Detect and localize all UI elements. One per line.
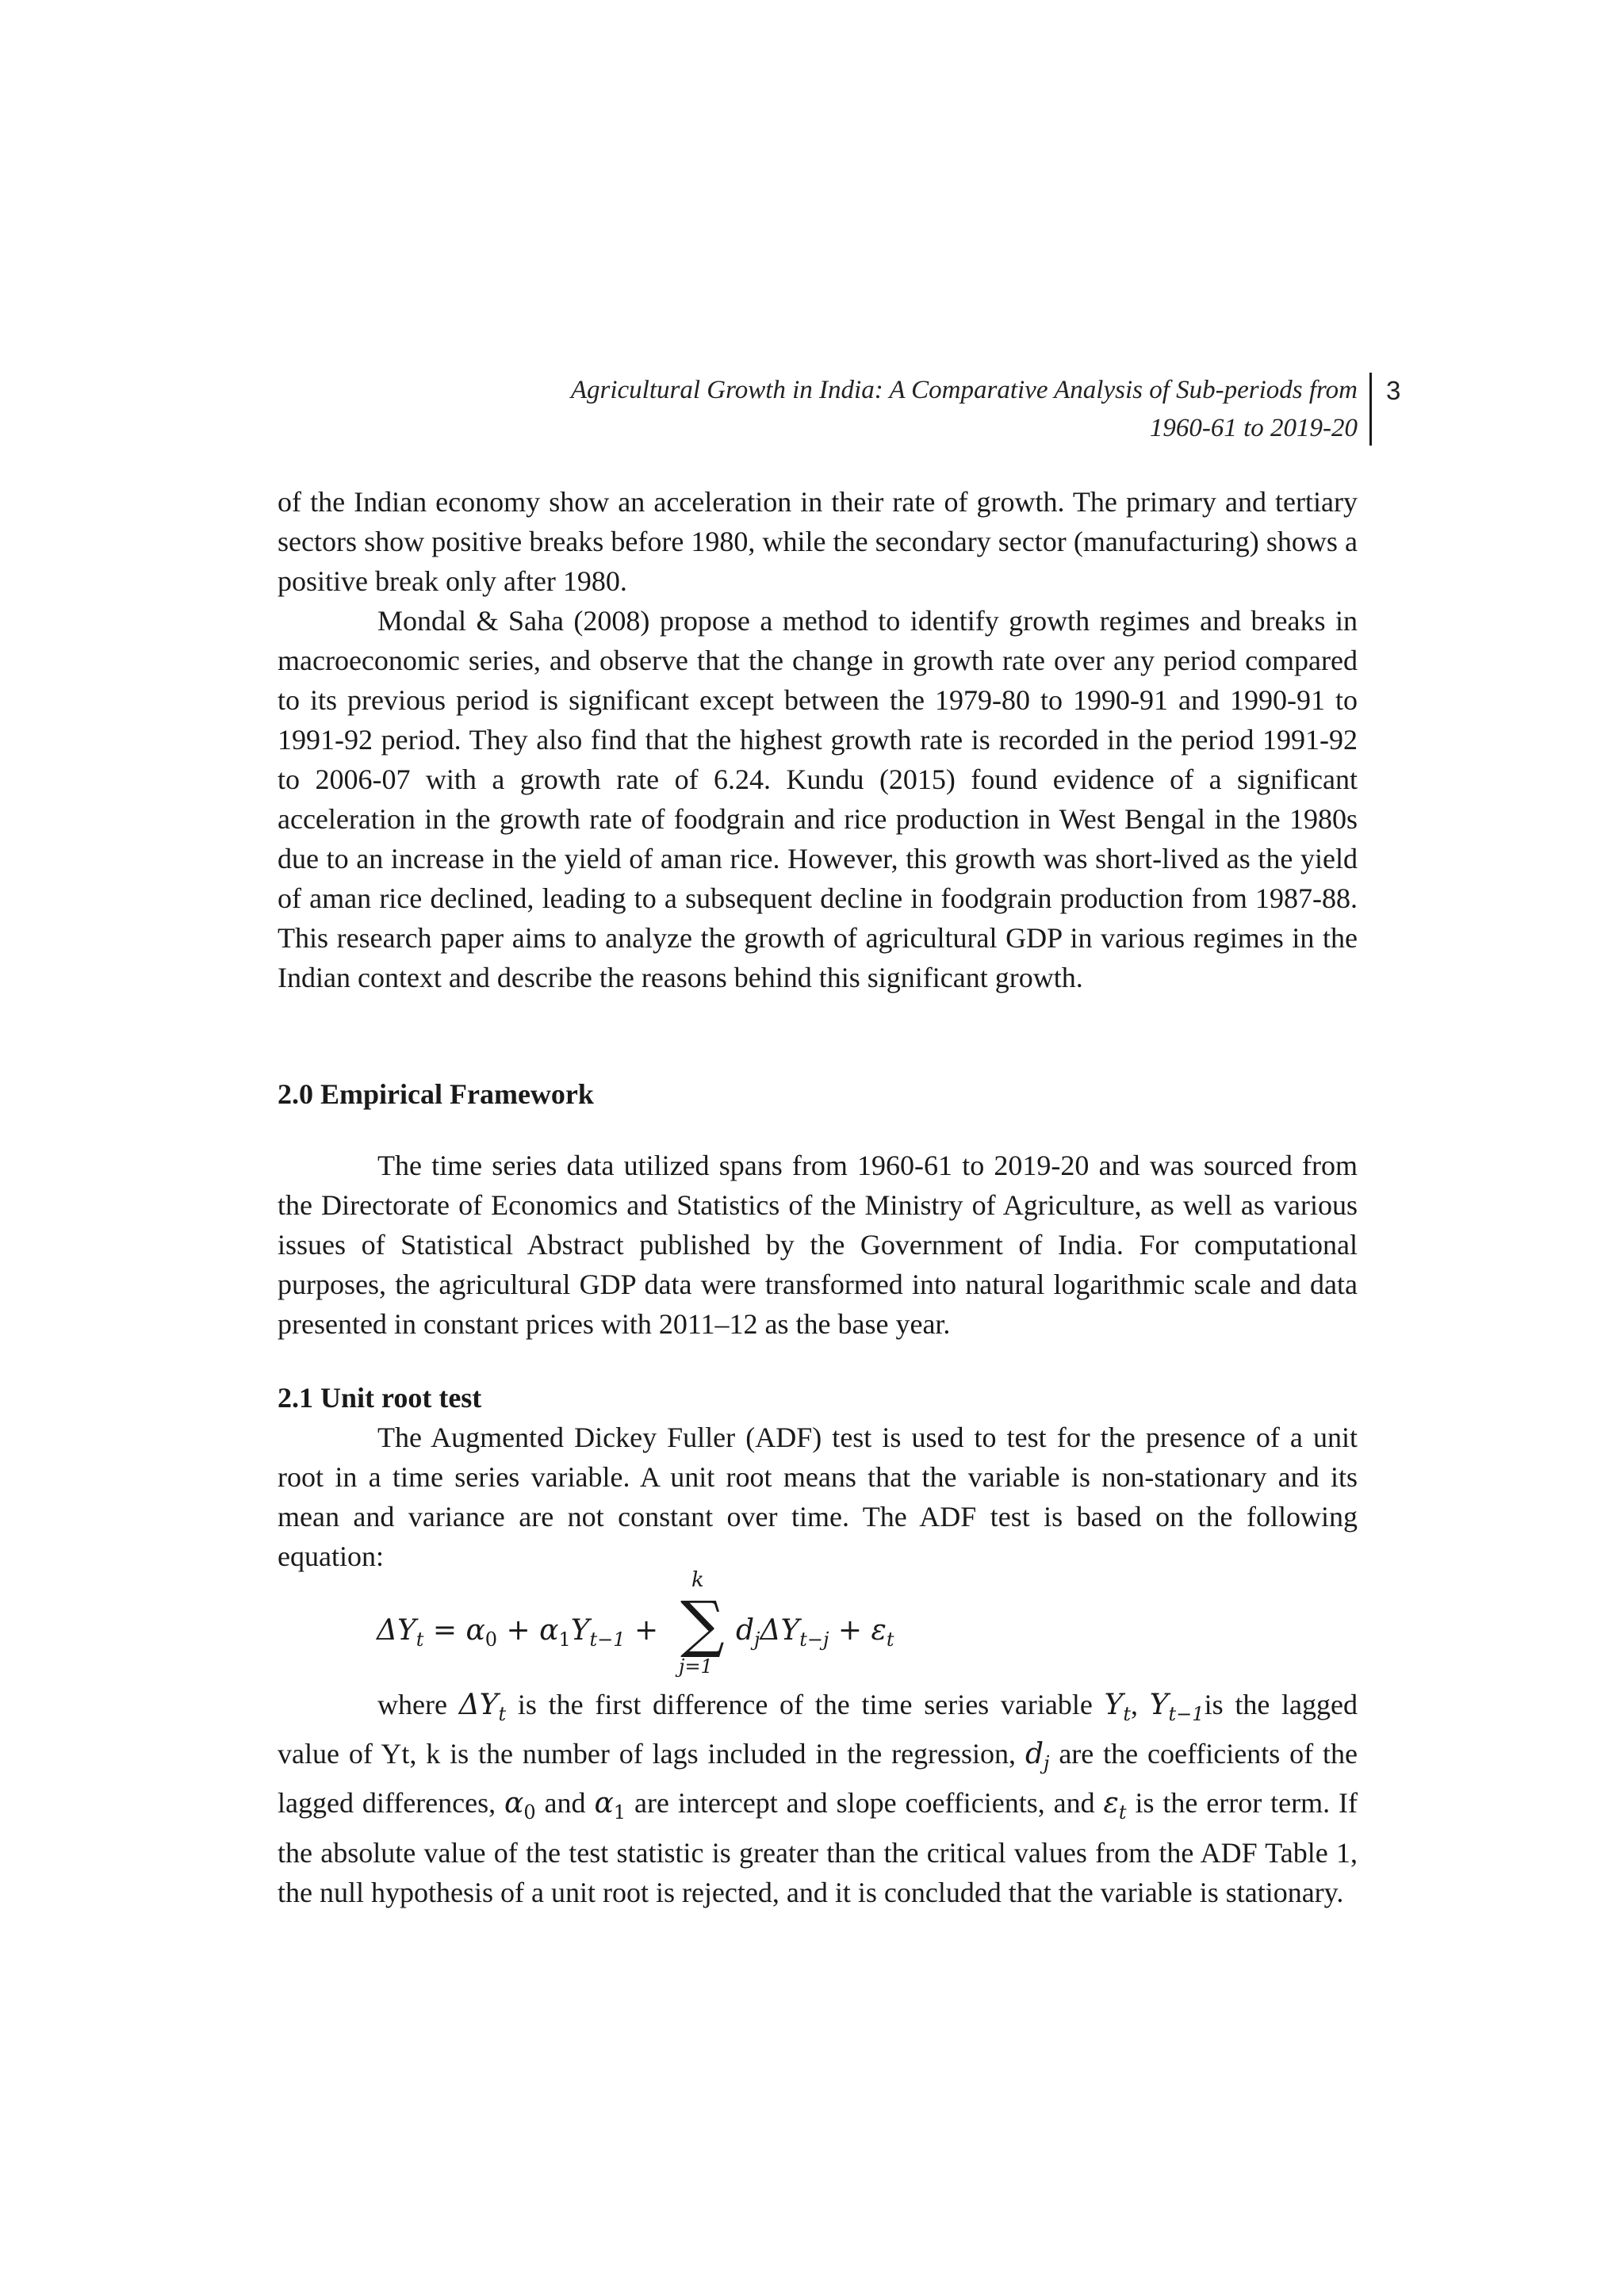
paragraph-3: The time series data utilized spans from 1960-61 to 2019-20 and was sourced from the Directorate of Economics and Statistics of the Ministry of Agriculture, as well as various issues of Statistical Abstract published by the Government of India. For computational purposes, the agricultural GDP data were transformed into natural logarithmic scale and data presented in constant prices with 2011–12 as the base year. — [278, 1150, 1358, 1340]
running-title-line-2: 1960-61 to 2019-20 — [1149, 414, 1358, 442]
equation-lhs: $\Delta Y_t = \alpha_0 + \alpha_1Y_{t-1}$ + — [377, 1614, 659, 1651]
paragraph-4: The Augmented Dickey Fuller (ADF) test is used to test for the presence of a unit root in a time series variable. A unit root means that the variable is non-stationary and its mean and variance are not constant over time. The ADF test is based on the following equation: — [278, 1422, 1358, 1572]
paragraph-2: Mondal & Saha (2008) propose a method to identify growth regimes and breaks in macroeconomic series, and observe that the change in growth rate over any period compared to its previous period is significant except between the 1979-80 to 1990-91 and 1990-91 to 1991-92 period. They also find that the highest growth rate is recorded in the period 1991-92 to 2006-07 with a growth rate of 6.24. Kundu (2015) found evidence of a significant acceleration in the growth rate of foodgrain and rice production in West Bengal in the 1980s due to an increase in the yield of aman rice. However, this growth was short-lived as the yield of aman rice declined, leading to a subsequent decline in foodgrain production from 1987-88. This research paper aims to analyze the growth of agricultural GDP in various regimes in the Indian context and describe the reasons behind this significant growth. — [278, 605, 1358, 993]
section-heading-empirical-framework: 2.0 Empirical Framework — [278, 1078, 594, 1110]
header-divider — [1369, 373, 1372, 446]
summation-lower-limit: j=1 — [679, 1655, 713, 1678]
summation-symbol: ∑ — [680, 1589, 725, 1660]
summation-upper-limit: k — [691, 1568, 704, 1592]
page-number: 3 — [1386, 376, 1401, 405]
running-title-line-1: Agricultural Growth in India: A Comparative Analysis of Sub-periods from — [570, 376, 1358, 404]
paragraph-5: where $\Delta Y_t$ is the first difference of the time series variable $Y_t$, $Y_{t-1}is$ the lagged value of Yt, k is the number of lags included in the regression, $d_j$ are the coefficients of the lagged differences, $\alpha_0$ and $\alpha_1$ are intercept and slope coefficients, and $\varepsilon_t$ is the error term. If the absolute value of the test statistic is greater than the critical values from the ADF Table 1, the null hypothesis of a unit root is rejected, and it is concluded that the variable is stationary. — [278, 1689, 1358, 1908]
equation-rhs: $d_j\Delta Y_{t-j} + \varepsilon_t$ — [736, 1614, 894, 1651]
section-heading-unit-root-test: 2.1 Unit root test — [278, 1382, 482, 1414]
body-section-3 — [278, 1685, 1358, 1912]
section-2-0 — [278, 1074, 1358, 1114]
section-2-1 — [278, 1378, 1358, 1576]
running-header — [278, 371, 1358, 447]
body-section-2 — [278, 1146, 1358, 1344]
adf-equation — [377, 1568, 1090, 1692]
body-section-1 — [278, 482, 1358, 997]
paragraph-1: of the Indian economy show an acceleration in their rate of growth. The primary and tertiary sectors show positive breaks before 1980, while the secondary sector (manufacturing) shows a positive break only after 1980. — [278, 486, 1358, 597]
